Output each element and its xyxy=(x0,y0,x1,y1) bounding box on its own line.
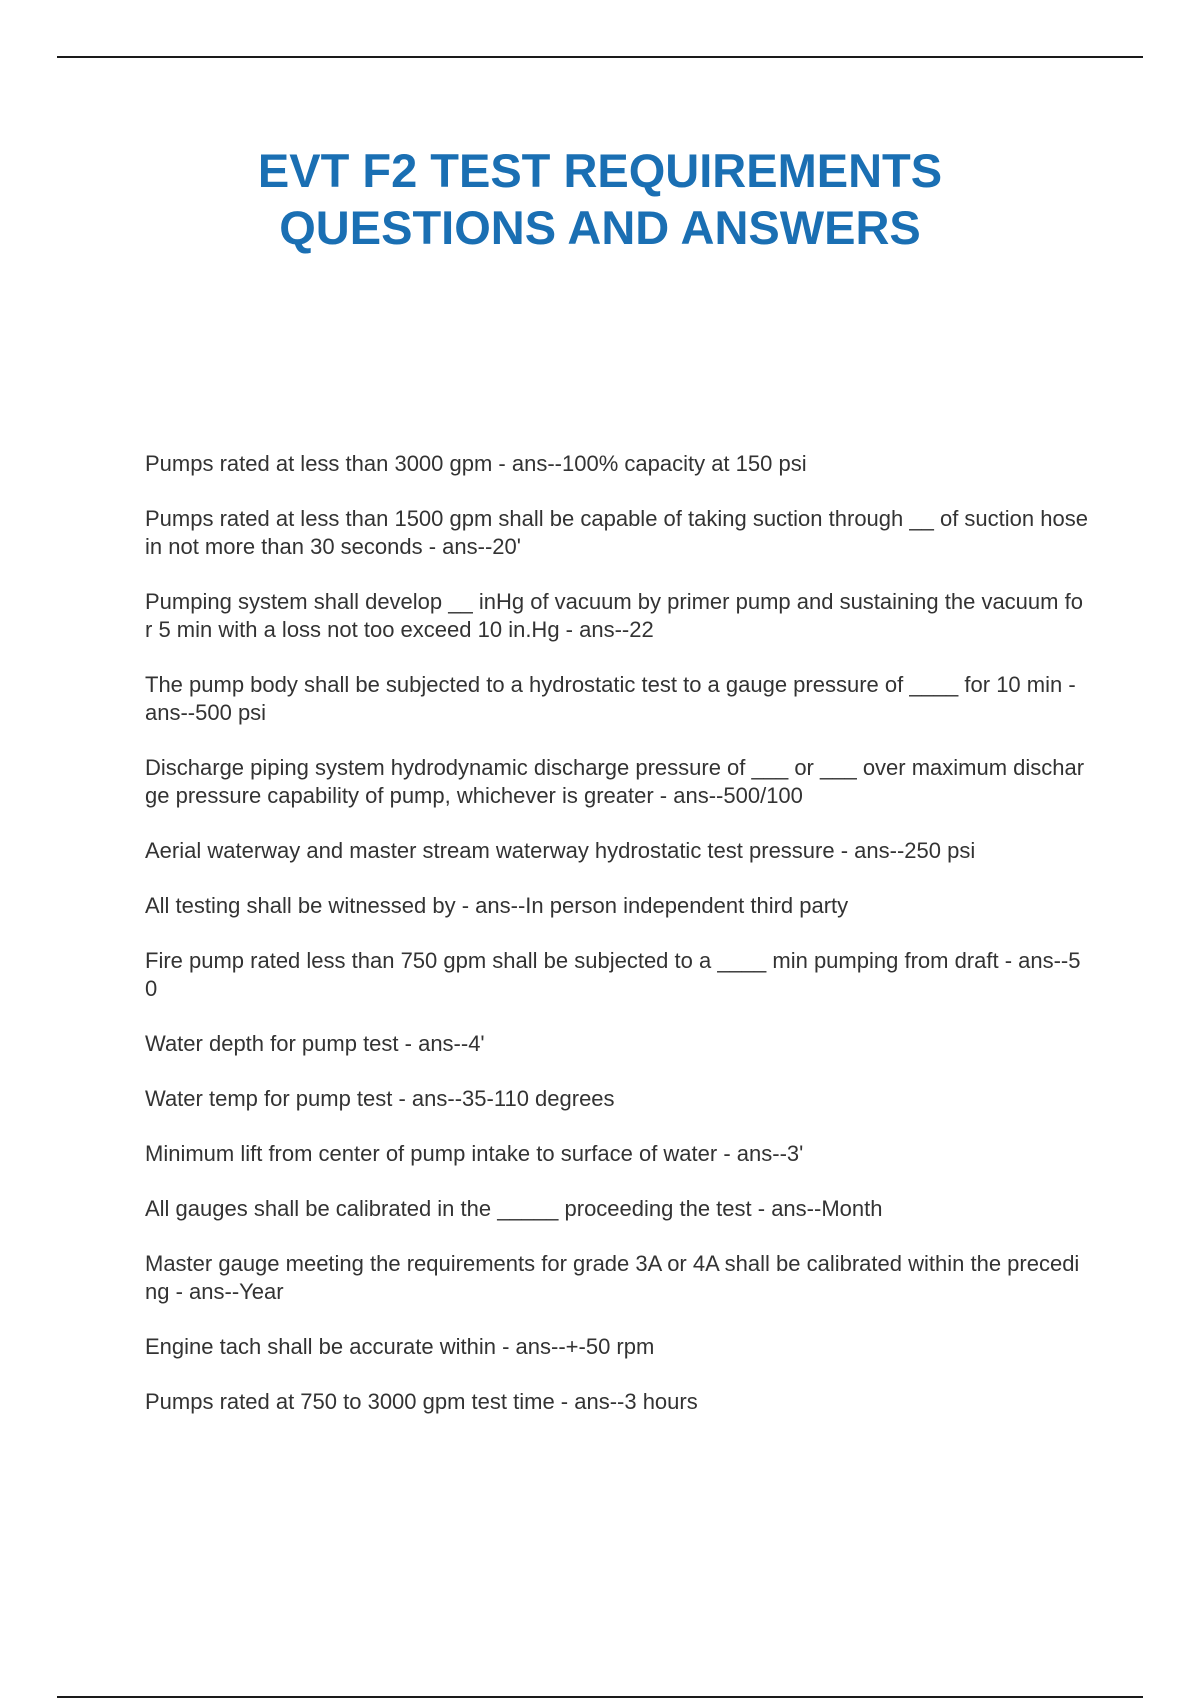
qa-item: Water depth for pump test - ans--4' xyxy=(145,1031,485,1056)
bottom-divider xyxy=(57,1696,1143,1698)
qa-item: Discharge piping system hydrodynamic discharge pressure of ___ or ___ over maximum discharge pressure capability of pump, whichever is greater - ans--500/100 xyxy=(145,755,1085,808)
qa-item: All gauges shall be calibrated in the _____ proceeding the test - ans--Month xyxy=(145,1196,883,1221)
qa-item: Pumps rated at 750 to 3000 gpm test time - ans--3 hours xyxy=(145,1389,698,1414)
qa-item: Pumps rated at less than 1500 gpm shall be capable of taking suction through __ of suction hose in not more than 30 seconds - ans--20' xyxy=(145,506,1088,559)
qa-item: Engine tach shall be accurate within - ans--+-50 rpm xyxy=(145,1334,655,1359)
qa-item: Pumps rated at less than 3000 gpm - ans--100% capacity at 150 psi xyxy=(145,451,807,476)
qa-item: All testing shall be witnessed by - ans--In person independent third party xyxy=(145,893,849,918)
title-line-1: EVT F2 TEST REQUIREMENTS xyxy=(257,144,943,197)
qa-list xyxy=(145,450,1090,1443)
qa-item: Minimum lift from center of pump intake to surface of water - ans--3' xyxy=(145,1141,804,1166)
top-divider xyxy=(57,56,1143,58)
qa-item: Water temp for pump test - ans--35-110 degrees xyxy=(145,1086,615,1111)
qa-item: Fire pump rated less than 750 gpm shall be subjected to a ____ min pumping from draft - ans--50 xyxy=(145,948,1081,1001)
qa-item: Aerial waterway and master stream waterway hydrostatic test pressure - ans--250 psi xyxy=(145,838,976,863)
qa-item: The pump body shall be subjected to a hydrostatic test to a gauge pressure of ____ for 10 min - ans--500 psi xyxy=(145,672,1076,725)
qa-item: Master gauge meeting the requirements for grade 3A or 4A shall be calibrated within the preceding - ans--Year xyxy=(145,1251,1080,1304)
document-title xyxy=(0,142,1200,256)
title-line-2: QUESTIONS AND ANSWERS xyxy=(279,201,921,254)
qa-item: Pumping system shall develop __ inHg of vacuum by primer pump and sustaining the vacuum for 5 min with a loss not too exceed 10 in.Hg - ans--22 xyxy=(145,589,1083,642)
